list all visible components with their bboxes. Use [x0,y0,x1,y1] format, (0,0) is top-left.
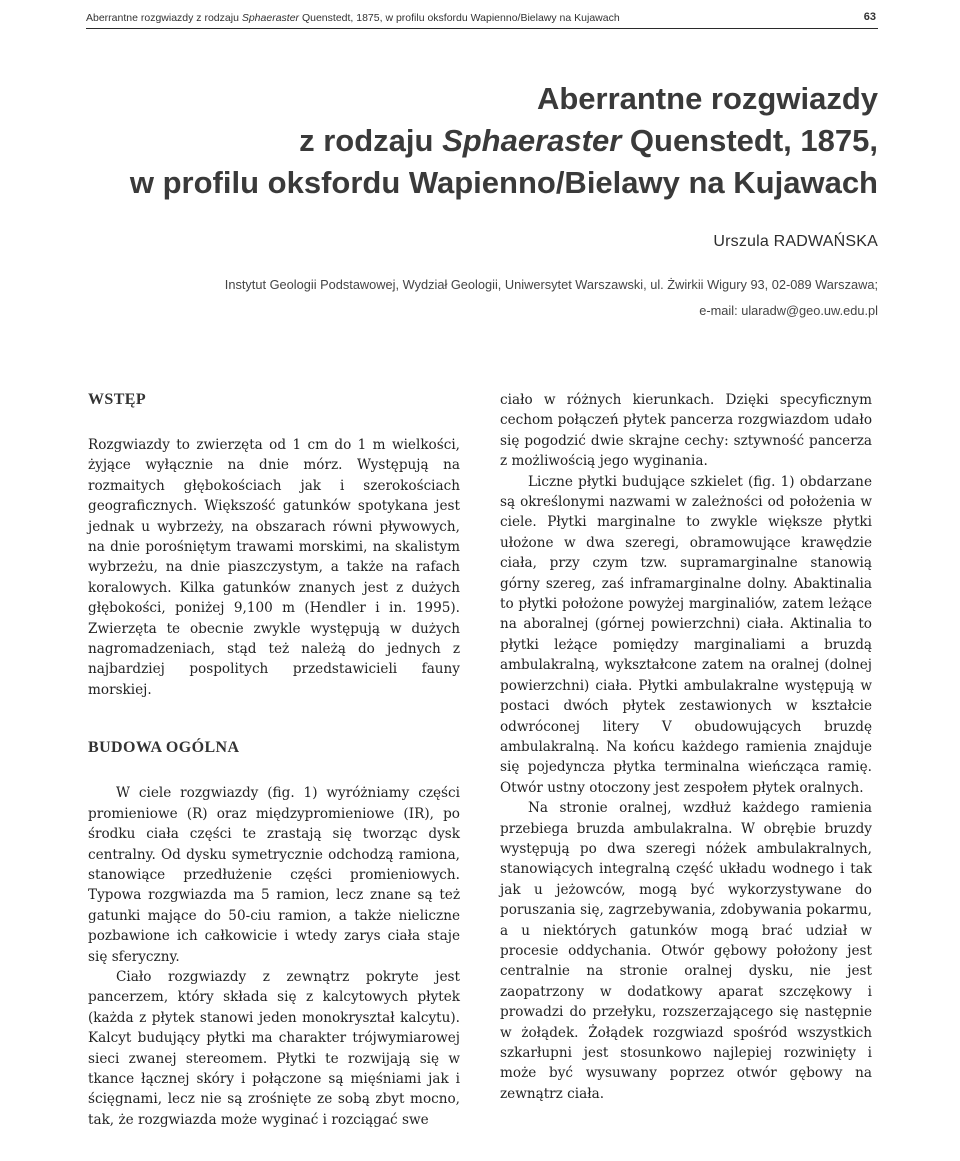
title-line-3: w profilu oksfordu Wapienno/Bielawy na Kujawach [129,165,878,200]
running-head-text: Aberrantne rozgwiazdy z rodzaju Sphaeraster Quenstedt, 1875, w profilu oksfordu Wapienno/Bielawy na Kujawach [86,12,620,24]
affiliation-email: e-mail: ularadw@geo.uw.edu.pl [699,303,878,318]
title-line-1: Aberrantne rozgwiazdy [536,81,878,116]
paragraph-budowa-2: Ciało rozgwiazdy z zewnątrz pokryte jest pancerzem, który składa się z kalcytowych płytek (każda z płytek stanowi jeden monokryształ kalcytu). Kalcyt budujący płytki ma charakter trójwymiarowej sieci zwanej stereomem. Płytki te rozwijają się w tkance łącznej skóry i połączone są mięśniami jak i ścięgnami, lecz nie są zrośnięte ze sobą zbyt mocno, tak, że rozgwiazda może wyginać i rozciągać swe [88,968,460,1128]
paragraph-budowa-4: Na stronie oralnej, wzdłuż każdego ramienia przebiega bruzda ambulakralna. W obrębie bruzdy występują po dwa szeregi nóżek ambulakralnych, stanowiących integralną część układu wodnego i tak jak u jeżowców, mogą być wykorzystywane do poruszania się, zagrzebywania, zdobywania pokarmu, a u niektórych gatunków mogą brać udział w procesie oddychania. Otwór gębowy położony jest centralnie na stronie oralnej dysku, nie jest zaopatrzony w dodatkowy aparat szczękowy i prowadzi do przełyku, rozszerzającego się następnie w żołądek. Żołądek rozgwiazd spośród wszystkich szkarłupni jest stosunkowo najlepiej rozwinięty i może być wysuwany poprzez otwór gębowy na zewnątrz ciała. [500,800,872,1102]
section-heading-budowa: BUDOWA OGÓLNA [88,739,240,757]
title-genus: Sphaeraster [442,123,622,158]
running-head-genus: Sphaeraster [241,12,300,24]
article-title [90,78,878,204]
author-affiliation [158,272,878,324]
title-line-2: z rodzaju Sphaeraster Quenstedt, 1875, [299,123,878,158]
paragraph-budowa-2-continued: ciało w różnych kierunkach. Dzięki specyficznym cechom połączeń płytek pancerza rozgwiazdom udało się pogodzić dwie skrajne cechy: sztywność pancerza z możliwością jego wyginania. [500,392,872,470]
author-name: Urszula RADWAŃSKA [713,233,878,250]
affiliation-address: Instytut Geologii Podstawowej, Wydział Geologii, Uniwersytet Warszawski, ul. Żwirkii Wigury 93, 02-089 Warszawa; [224,277,878,292]
paragraph-budowa-1: W ciele rozgwiazdy (fig. 1) wyróżniamy części promieniowe (R) oraz międzypromieniowe (IR), po środku ciała części te zrastają się tworząc dysk centralny. Od dysku symetrycznie odchodzą ramiona, stanowiące przedłużenie części promieniowych. Typowa rozgwiazda ma 5 ramion, lecz znane są też gatunki mające do 50-ciu ramion, a także nieliczne pozbawione ich całkowicie i wtedy zarys ciała staje się sferyczny. [88,785,460,965]
right-column [500,390,872,1104]
paragraph-budowa-3: Liczne płytki budujące szkielet (fig. 1) obdarzane są określonymi nazwami w zależności od położenia w ciele. Płytki marginalne to zwykle większe płytki ułożone w dwa szeregi, obramowujące krawędzie ciała, przy czym tzw. supramarginalne stanowią górny szereg, zaś inframarginalne dolny. Abaktinalia to płytki położone powyżej marginaliów, zatem leżące na aboralnej (górnej powierzchni) ciała. Aktinalia to płytki leżące pomiędzy marginaliami a bruzdą ambulakralną, wykształcone zatem na oralnej (dolnej powierzchni) ciała. Płytki ambulakralne występują w postaci dwóch płytek zestawionych w kształcie odwróconej litery V obudowujących bruzdę ambulakralną. Na końcu każdego ramienia znajduje się pojedyncza płytka terminalna wieńcząca ramię. Otwór ustny otoczony jest zespołem płytek oralnych. [500,473,872,796]
page-number: 63 [863,11,876,23]
left-column [88,390,460,1130]
paragraph-wstep-1: Rozgwiazdy to zwierzęta od 1 cm do 1 m wielkości, żyjące wyłącznie na dnie mórz. Występują na rozmaitych głębokościach jak i szerokościach geograficznych. Większość gatunków spotykana jest jednak u wybrzeży, na obszarach równi pływowych, na dnie porośniętym trawami morskimi, na skalistym wybrzeżu, na dnie piaszczystym, a także na rafach koralowych. Kilka gatunków znanych jest z dużych głębokości, poniżej 9,100 m (Hendler i in. 1995). Zwierzęta te obecnie zwykle występują w dużych nagromadzeniach, stąd też należą do jednych z najbardziej pospolitych przedstawicieli fauny morskiej. [88,437,460,698]
section-heading-wstep: WSTĘP [88,391,147,408]
running-head [86,8,878,29]
